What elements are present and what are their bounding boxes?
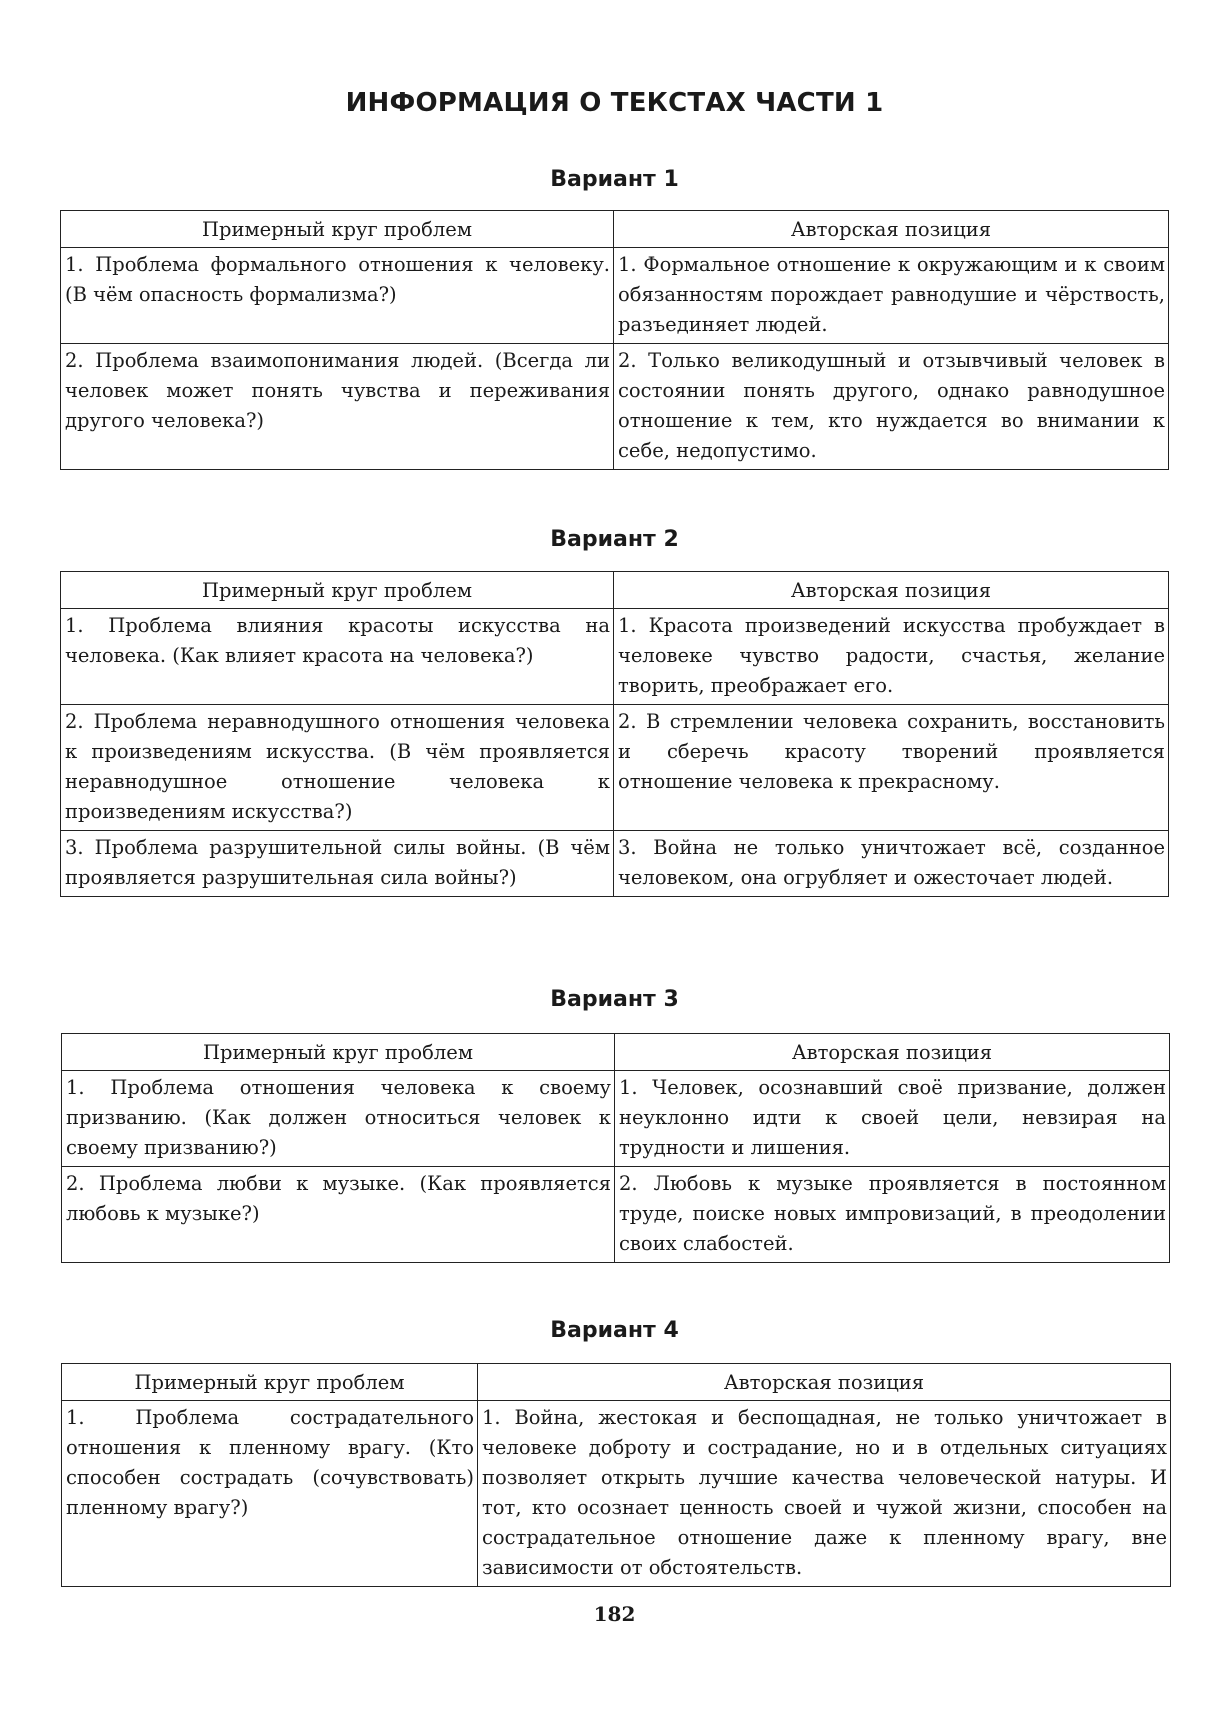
header-problems: Примерный круг проблем — [61, 572, 614, 609]
problem-cell: 2. Проблема любви к музыке. (Как проявляется любовь к музыке?) — [62, 1167, 615, 1263]
variant-2-heading: Вариант 2 — [550, 527, 679, 552]
position-cell: 1. Красота произведений искусства пробуждает в человеке чувство радости, счастья, желание творить, преображает его. — [614, 609, 1169, 705]
variant-1-table — [60, 210, 1169, 470]
problem-cell: 1. Проблема сострадательного отношения к пленному врагу. (Кто способен сострадать (сочувствовать) пленному врагу?) — [62, 1401, 478, 1587]
table-row — [61, 831, 1169, 897]
problem-cell: 1. Проблема влияния красоты искусства на человека. (Как влияет красота на человека?) — [61, 609, 614, 705]
variant-3-heading: Вариант 3 — [550, 987, 679, 1012]
header-problems: Примерный круг проблем — [61, 211, 614, 248]
variant-3-table — [61, 1033, 1170, 1263]
page-number: 182 — [593, 1602, 636, 1626]
table-header-row — [61, 572, 1169, 609]
position-cell: 1. Формальное отношение к окружающим и к своим обязанностям порождает равнодушие и чёрствость, разъединяет людей. — [614, 248, 1169, 344]
position-cell: 2. Только великодушный и отзывчивый человек в состоянии понять другого, однако равнодушное отношение к тем, кто нуждается во внимании к себе, недопустимо. — [614, 344, 1169, 470]
variant-1-heading: Вариант 1 — [550, 167, 679, 192]
page-title: ИНФОРМАЦИЯ О ТЕКСТАХ ЧАСТИ 1 — [345, 88, 884, 118]
table-header-row — [61, 211, 1169, 248]
table-header-row — [62, 1034, 1170, 1071]
problem-cell: 2. Проблема взаимопонимания людей. (Всегда ли человек может понять чувства и переживания другого человека?) — [61, 344, 614, 470]
header-position: Авторская позиция — [614, 572, 1169, 609]
header-position: Авторская позиция — [615, 1034, 1170, 1071]
variant-4-table — [61, 1363, 1171, 1587]
variant-2-table — [60, 571, 1169, 897]
problem-cell: 2. Проблема неравнодушного отношения человека к произведениям искусства. (В чём проявляется неравнодушное отношение человека к произведениям искусства?) — [61, 705, 614, 831]
table-row — [61, 248, 1169, 344]
table-row — [61, 705, 1169, 831]
position-cell: 1. Война, жестокая и беспощадная, не только уничтожает в человеке доброту и сострадание, но и в отдельных ситуациях позволяет открыть лучшие качества человеческой натуры. И тот, кто осознает ценность своей и чужой жизни, способен на сострадательное отношение даже к пленному врагу, вне зависимости от обстоятельств. — [478, 1401, 1171, 1587]
problem-cell: 1. Проблема отношения человека к своему призванию. (Как должен относиться человек к своему призванию?) — [62, 1071, 615, 1167]
table-row — [62, 1071, 1170, 1167]
header-position: Авторская позиция — [478, 1364, 1171, 1401]
table-row — [61, 344, 1169, 470]
table-row — [62, 1401, 1171, 1587]
table-header-row — [62, 1364, 1171, 1401]
table-row — [61, 609, 1169, 705]
header-problems: Примерный круг проблем — [62, 1364, 478, 1401]
header-position: Авторская позиция — [614, 211, 1169, 248]
problem-cell: 1. Проблема формального отношения к человеку. (В чём опасность формализма?) — [61, 248, 614, 344]
header-problems: Примерный круг проблем — [62, 1034, 615, 1071]
problem-cell: 3. Проблема разрушительной силы войны. (В чём проявляется разрушительная сила войны?) — [61, 831, 614, 897]
position-cell: 1. Человек, осознавший своё призвание, должен неуклонно идти к своей цели, невзирая на трудности и лишения. — [615, 1071, 1170, 1167]
table-row — [62, 1167, 1170, 1263]
position-cell: 2. Любовь к музыке проявляется в постоянном труде, поиске новых импровизаций, в преодолении своих слабостей. — [615, 1167, 1170, 1263]
position-cell: 2. В стремлении человека сохранить, восстановить и сберечь красоту творений проявляется отношение человека к прекрасному. — [614, 705, 1169, 831]
position-cell: 3. Война не только уничтожает всё, созданное человеком, она огрубляет и ожесточает людей. — [614, 831, 1169, 897]
variant-4-heading: Вариант 4 — [550, 1318, 679, 1343]
